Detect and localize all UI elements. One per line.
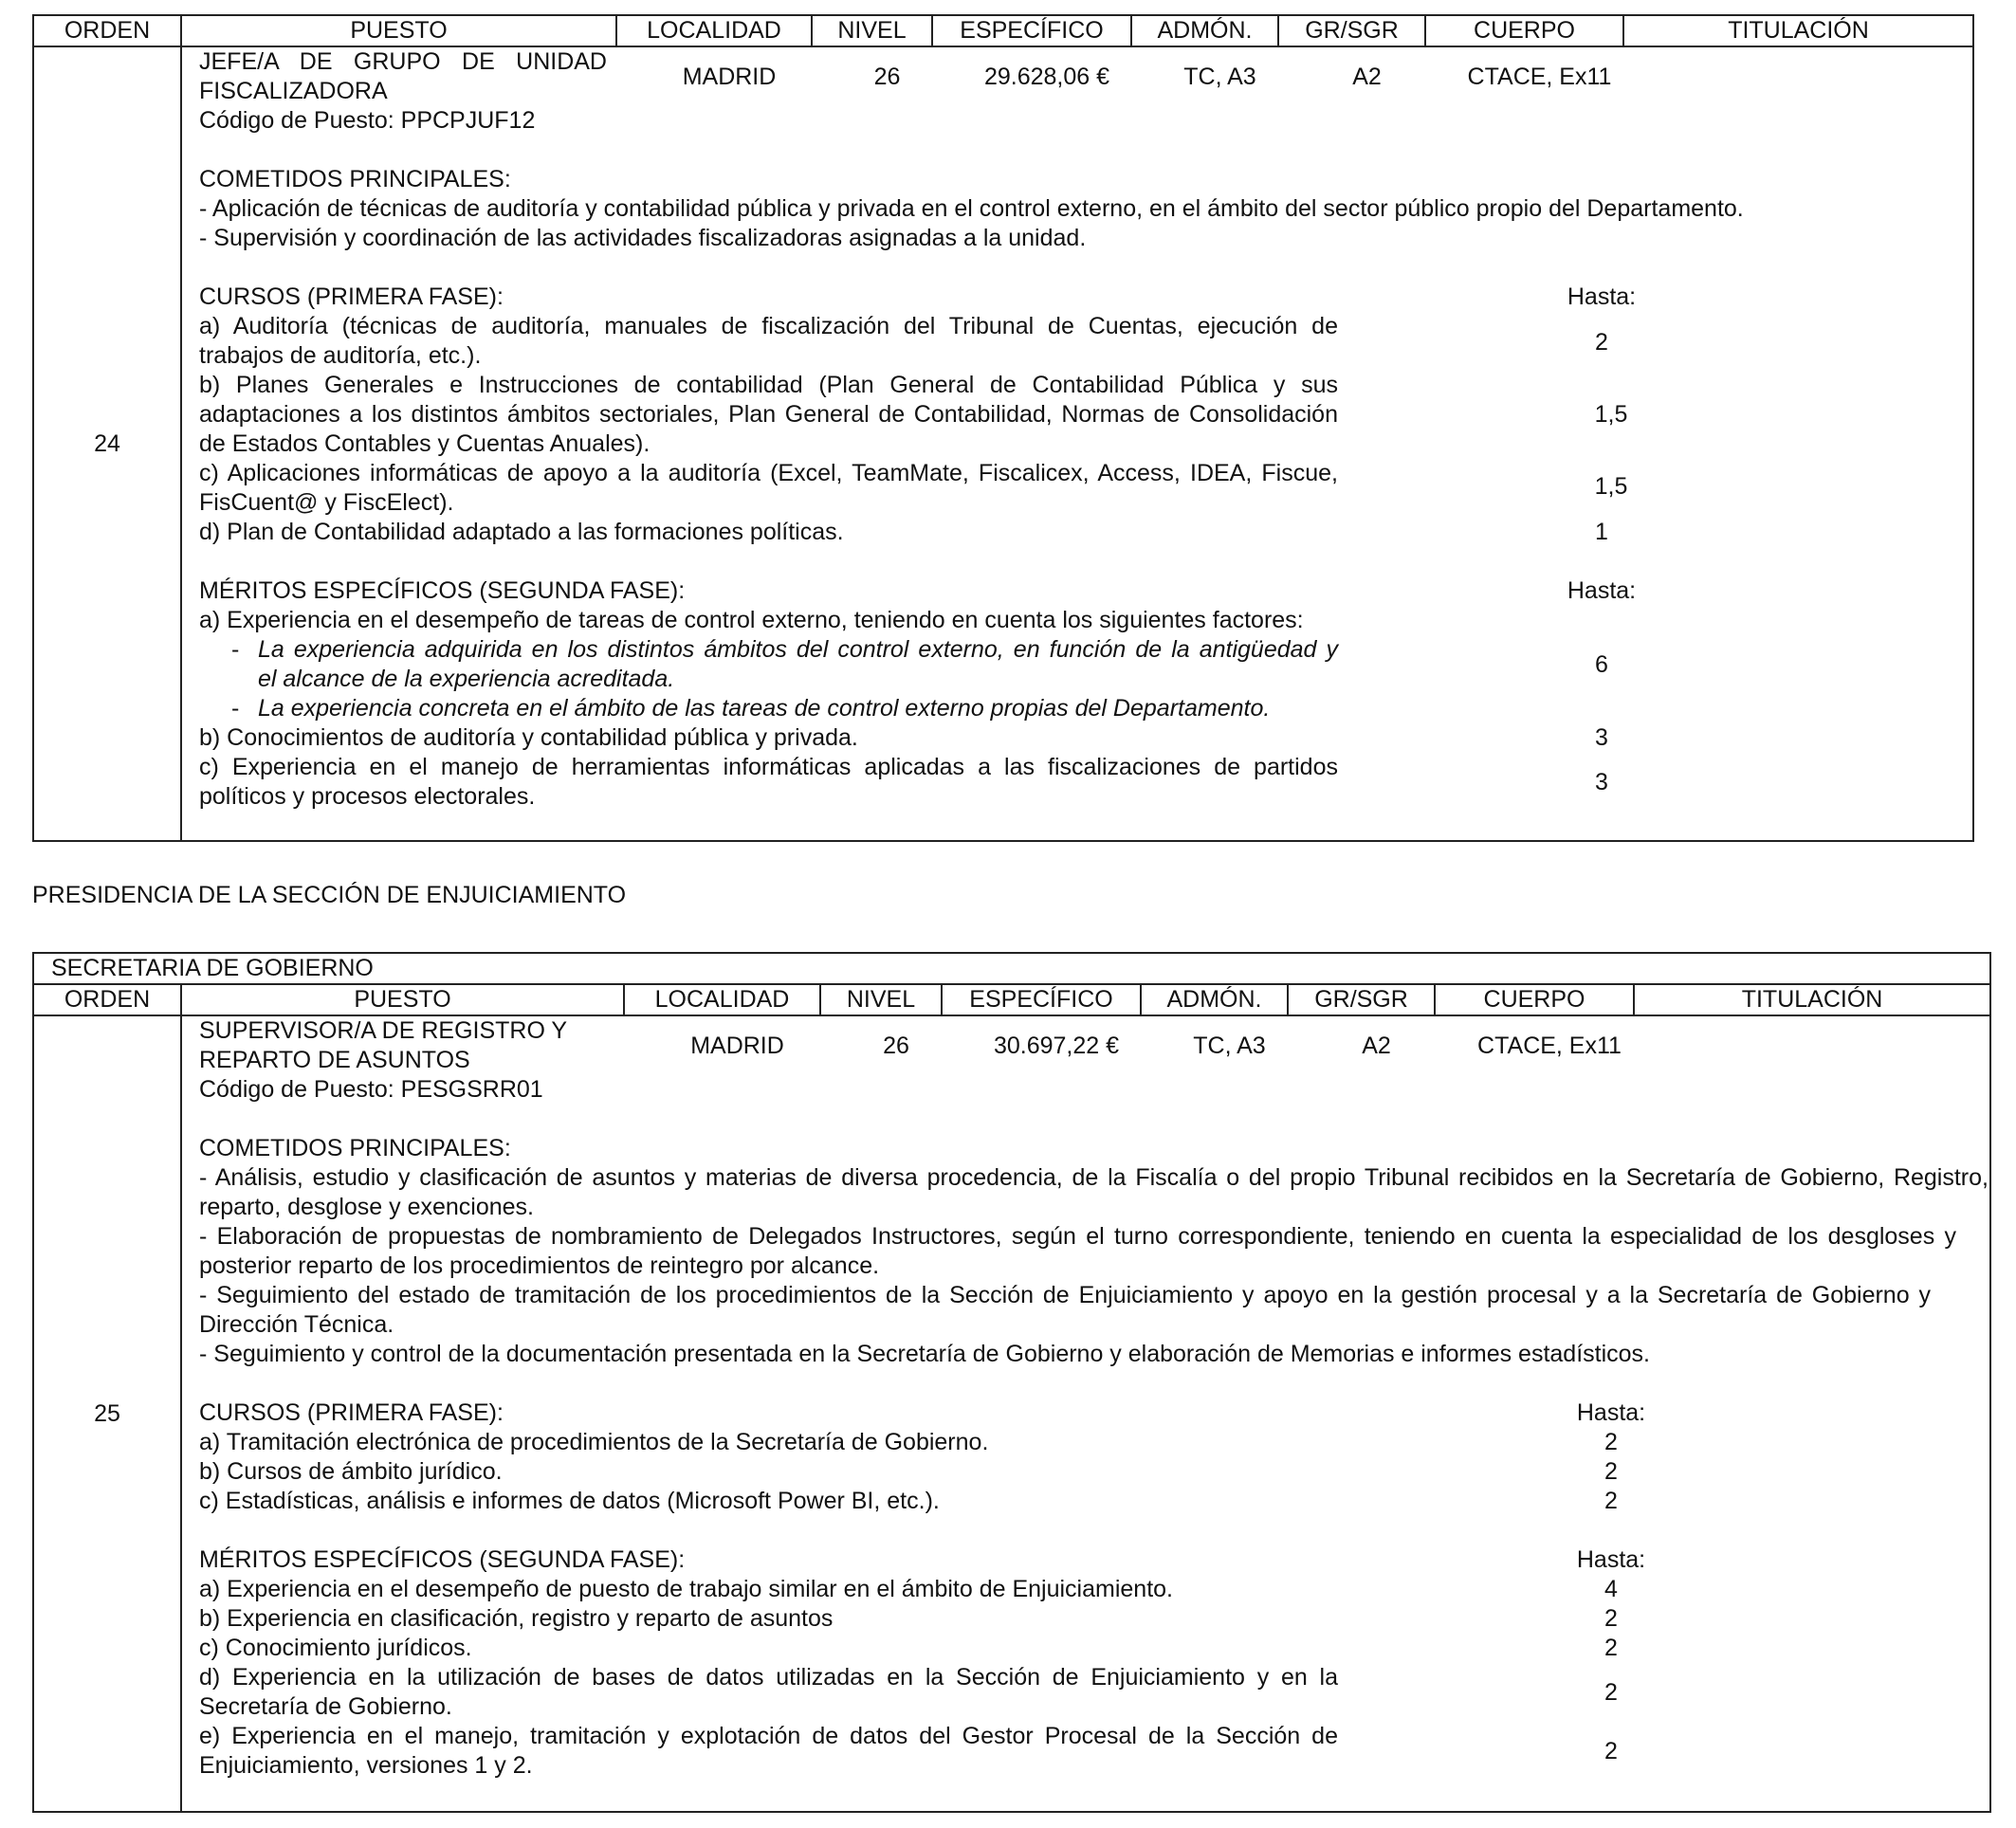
- col-puesto: PUESTO: [181, 15, 616, 46]
- cursos-hasta: Hasta:: [1576, 1399, 1646, 1426]
- cursos-title: CURSOS (PRIMERA FASE):: [199, 283, 504, 310]
- merito-line: d) Experiencia en la utilización de bases de datos utilizadas en la Sección de Enjuiciamiento y en la: [199, 1664, 1338, 1691]
- especifico-value: 29.628,06 €: [983, 64, 1110, 90]
- merito-sub-line: La experiencia concreta en el ámbito de las tareas de control externo propias del Departamento.: [258, 695, 1271, 722]
- caption-row: [33, 953, 1990, 984]
- col-cuerpo: CUERPO: [1435, 984, 1634, 1015]
- merito-line: b) Conocimientos de auditoría y contabilidad pública y privada.: [199, 724, 858, 751]
- meritos-title: MÉRITOS ESPECÍFICOS (SEGUNDA FASE):: [199, 1546, 686, 1573]
- merito-line: c) Experiencia en el manejo de herramientas informáticas aplicadas a las fiscalizaciones de partidos: [199, 754, 1338, 780]
- curso-line: FisCuent@ y FiscElect).: [199, 489, 454, 516]
- cometido-line: - Análisis, estudio y clasificación de asuntos y materias de diversa procedencia, de la Fiscalía o del propio Tribunal recibidos en la Secretaría de Gobierno, Registro,: [199, 1164, 1989, 1191]
- orden-value: 25: [94, 1399, 120, 1427]
- curso-line: b) Planes Generales e Instrucciones de contabilidad (Plan General de Contabilidad Pública y sus: [199, 372, 1338, 398]
- job-title-line2: REPARTO DE ASUNTOS: [199, 1047, 470, 1073]
- job-row: [33, 1015, 1990, 1812]
- merito-line: políticos y procesos electorales.: [199, 783, 536, 810]
- merito-points: 2: [1604, 1635, 1618, 1661]
- admon-value: TC, A3: [1183, 64, 1256, 90]
- orden-cell: [33, 1015, 181, 1812]
- merito-points: 2: [1604, 1605, 1618, 1632]
- localidad-value: MADRID: [690, 1033, 784, 1059]
- col-puesto: PUESTO: [181, 984, 624, 1015]
- admon-value: TC, A3: [1193, 1033, 1266, 1059]
- cometido-item: - Aplicación de técnicas de auditoría y contabilidad pública y privada en el control externo, en el ámbito del sector público propio del Departamento.: [199, 195, 1744, 222]
- col-orden: ORDEN: [33, 15, 181, 46]
- orden-cell: [33, 46, 181, 841]
- merito-line: a) Experiencia en el desempeño de tareas de control externo, teniendo en cuenta los siguientes factores:: [199, 607, 1304, 633]
- curso-line: trabajos de auditoría, etc.).: [199, 342, 482, 369]
- curso-line: c) Estadísticas, análisis e informes de datos (Microsoft Power BI, etc.).: [199, 1488, 940, 1514]
- curso-line: de Estados Contables y Cuentas Anuales).: [199, 430, 651, 457]
- curso-line: d) Plan de Contabilidad adaptado a las formaciones políticas.: [199, 519, 844, 545]
- col-admon: ADMÓN.: [1131, 15, 1278, 46]
- merito-line: e) Experiencia en el manejo, tramitación y explotación de datos del Gestor Procesal de la Sección de: [199, 1723, 1338, 1749]
- curso-points: 1,5: [1594, 473, 1628, 500]
- job-row: [33, 46, 1973, 841]
- col-especifico: ESPECÍFICO: [942, 984, 1141, 1015]
- localidad-value: MADRID: [682, 64, 777, 90]
- curso-points: 2: [1604, 1488, 1618, 1514]
- job-body: [181, 46, 1973, 841]
- curso-points: 2: [1595, 329, 1608, 356]
- col-admon: ADMÓN.: [1141, 984, 1288, 1015]
- col-titulacion: TITULACIÓN: [1634, 984, 1990, 1015]
- grupo-value: A2: [1362, 1033, 1391, 1059]
- especifico-value: 30.697,22 €: [993, 1033, 1120, 1059]
- merito-line: Secretaría de Gobierno.: [199, 1693, 452, 1720]
- nivel-value: 26: [873, 64, 901, 90]
- meritos-hasta: Hasta:: [1576, 1546, 1646, 1573]
- merito-line: a) Experiencia en el desempeño de puesto de trabajo similar en el ámbito de Enjuiciamiento.: [199, 1576, 1173, 1602]
- col-grupo: GR/SGR: [1278, 15, 1425, 46]
- merito-points: 4: [1604, 1576, 1618, 1602]
- cometido-line: reparto, desglose y exenciones.: [199, 1194, 534, 1220]
- job-table-25: [32, 952, 1991, 1813]
- col-grupo: GR/SGR: [1288, 984, 1435, 1015]
- col-especifico: ESPECÍFICO: [932, 15, 1131, 46]
- job-title-line2: FISCALIZADORA: [199, 78, 388, 104]
- merito-points: 2: [1604, 1679, 1618, 1706]
- orden-value: 24: [94, 430, 120, 457]
- cursos-hasta: Hasta:: [1567, 283, 1637, 310]
- curso-points: 1: [1595, 519, 1608, 545]
- merito-sub-line: La experiencia adquirida en los distintos ámbitos del control externo, en función de la antigüedad y: [258, 636, 1338, 663]
- curso-points: 2: [1604, 1458, 1618, 1485]
- section-title: PRESIDENCIA DE LA SECCIÓN DE ENJUICIAMIENTO: [32, 882, 627, 908]
- col-localidad: LOCALIDAD: [616, 15, 812, 46]
- col-cuerpo: CUERPO: [1425, 15, 1623, 46]
- curso-line: a) Tramitación electrónica de procedimientos de la Secretaría de Gobierno.: [199, 1429, 989, 1455]
- cometidos-title: COMETIDOS PRINCIPALES:: [199, 166, 511, 192]
- grupo-value: A2: [1352, 64, 1382, 90]
- merito-points: 2: [1604, 1738, 1618, 1764]
- cometido-line: - Seguimiento del estado de tramitación de los procedimientos de la Sección de Enjuiciamiento y apoyo en la gestión procesal y a la Secretaría de Gobierno y: [199, 1282, 1931, 1308]
- curso-line: b) Cursos de ámbito jurídico.: [199, 1458, 503, 1485]
- curso-line: a) Auditoría (técnicas de auditoría, manuales de fiscalización del Tribunal de Cuentas, ejecución de: [199, 313, 1338, 339]
- col-localidad: LOCALIDAD: [624, 984, 820, 1015]
- job-title-line1: JEFE/A DE GRUPO DE UNIDAD: [199, 48, 607, 75]
- meritos-title: MÉRITOS ESPECÍFICOS (SEGUNDA FASE):: [199, 577, 686, 604]
- cometido-line: - Seguimiento y control de la documentación presentada en la Secretaría de Gobierno y elaboración de Memorias e informes estadísticos.: [199, 1341, 1651, 1367]
- col-titulacion: TITULACIÓN: [1623, 15, 1973, 46]
- job-code: Código de Puesto: PPCPJUF12: [199, 107, 536, 134]
- merito-line: c) Conocimiento jurídicos.: [199, 1635, 472, 1661]
- job-title-line1: SUPERVISOR/A DE REGISTRO Y: [199, 1017, 568, 1044]
- job-table-24: [32, 14, 1974, 842]
- curso-line: adaptaciones a los distintos ámbitos sectoriales, Plan General de Contabilidad, Normas de Consolidación: [199, 401, 1338, 428]
- col-nivel: NIVEL: [812, 15, 932, 46]
- merito-points: 6: [1595, 651, 1608, 678]
- merito-sub-line: el alcance de la experiencia acreditada.: [258, 666, 675, 692]
- job-body: [181, 1015, 1990, 1812]
- merito-line: b) Experiencia en clasificación, registro y reparto de asuntos: [199, 1605, 834, 1632]
- cometidos-title: COMETIDOS PRINCIPALES:: [199, 1135, 511, 1161]
- cursos-title: CURSOS (PRIMERA FASE):: [199, 1399, 504, 1426]
- col-nivel: NIVEL: [820, 984, 942, 1015]
- table-caption: SECRETARIA DE GOBIERNO: [33, 953, 1990, 984]
- cometido-line: - Elaboración de propuestas de nombramiento de Delegados Instructores, según el turno correspondiente, teniendo en cuenta la especialidad de los desgloses y: [199, 1223, 1956, 1250]
- merito-points: 3: [1595, 724, 1608, 751]
- job-code: Código de Puesto: PESGSRR01: [199, 1076, 543, 1103]
- bullet-dash: -: [231, 695, 240, 722]
- nivel-value: 26: [883, 1033, 909, 1059]
- bullet-dash: -: [231, 636, 240, 663]
- header-row: [33, 984, 1990, 1015]
- meritos-hasta: Hasta:: [1567, 577, 1637, 604]
- merito-points: 3: [1595, 769, 1608, 795]
- cuerpo-value: CTACE, Ex11: [1477, 1033, 1622, 1059]
- curso-points: 1,5: [1594, 401, 1628, 428]
- col-orden: ORDEN: [33, 984, 181, 1015]
- cometido-line: posterior reparto de los procedimientos de reintegro por alcance.: [199, 1252, 880, 1279]
- merito-line: Enjuiciamiento, versiones 1 y 2.: [199, 1752, 533, 1779]
- cometido-line: Dirección Técnica.: [199, 1311, 394, 1338]
- cuerpo-value: CTACE, Ex11: [1467, 64, 1612, 90]
- curso-line: c) Aplicaciones informáticas de apoyo a la auditoría (Excel, TeamMate, Fiscalicex, Access, IDEA, Fiscue,: [199, 460, 1338, 486]
- curso-points: 2: [1604, 1429, 1618, 1455]
- header-row: [33, 15, 1973, 46]
- cometido-item: - Supervisión y coordinación de las actividades fiscalizadoras asignadas a la unidad.: [199, 225, 1087, 251]
